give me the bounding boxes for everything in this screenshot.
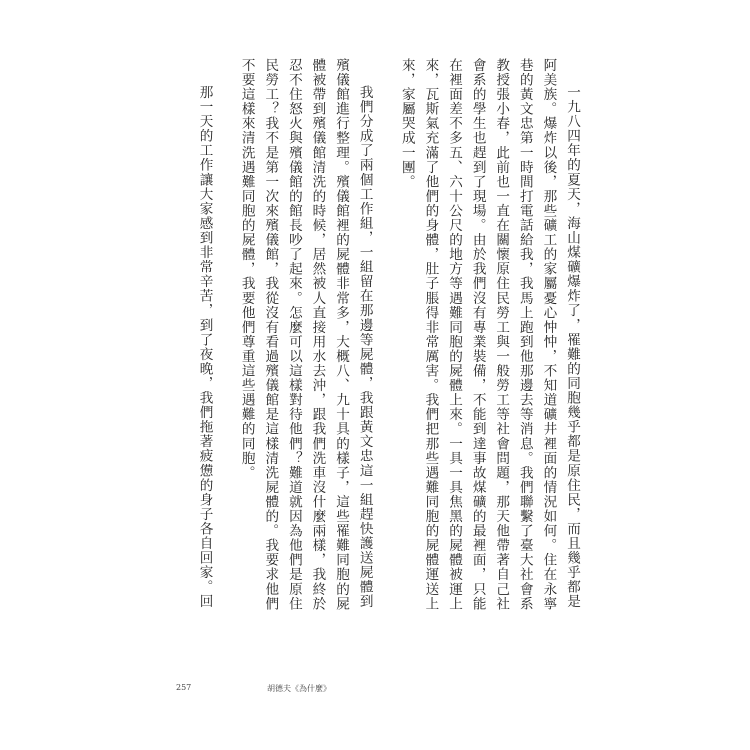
running-head: 胡德夫《為什麼》 — [267, 684, 331, 693]
text-column: 忍不住怒火與殯儀館的館長吵了起來。怎麼可以這樣對待他們？難道就因為他們是原住 — [285, 58, 302, 611]
text-column: 教授張小春，此前也一直在關懷原住民勞工與一般勞工等社會問題，那天他帶著自己社 — [493, 58, 510, 611]
text-column: 民勞工？我不是第一次來殯儀館，我從沒有看過殯儀館是這樣清洗屍體的。我要求他們 — [262, 58, 279, 611]
paragraph-gap — [379, 58, 391, 653]
text-column: 體被帶到殯儀館清洗的時候，居然被人直接用水去沖，跟我們洗車沒什麼兩樣，我終於 — [309, 58, 326, 611]
vertical-text-block — [168, 58, 580, 653]
text-column: 巷的黃文忠第一時間打電話給我，我馬上跑到他那邊去等消息。我們聯繫了臺大社會系 — [516, 58, 533, 611]
paragraph-gap — [219, 58, 231, 653]
text-column: 阿美族。爆炸以後，那些礦工的家屬憂心忡忡，不知道礦井裡面的情況如何。住在永寧 — [540, 58, 557, 611]
text-column: 來，家屬哭成一團。 — [398, 58, 415, 189]
text-column: 我們分成了兩個工作組，一組留在那邊等屍體，我跟黃文忠這一組趕快護送屍體到 — [356, 85, 373, 609]
text-column: 在裡面差不多五、六十公尺的地方等遇難同胞的屍體上來。一具一具焦黑的屍體被運上 — [446, 58, 463, 611]
text-column: 殯儀館進行整理。殯儀館裡的屍體非常多，大概八、九十具的樣子，這些罹難同胞的屍 — [333, 58, 350, 611]
text-column: 那一天的工作讓大家感到非常辛苦，到了夜晚，我們拖著疲憊的身子各自回家。回 — [196, 85, 213, 609]
text-column: 不要這樣來清洗遇難同胞的屍體，我要他們尊重這些遇難的同胞。 — [238, 58, 255, 480]
text-column: 一九八四年的夏天，海山煤礦爆炸了，罹難的同胞幾乎都是原住民，而且幾乎都是 — [564, 85, 580, 609]
text-column: 來，瓦斯氣充滿了他們的身體，肚子脹得非常厲害。我們把那些遇難同胞的屍體運送上 — [422, 58, 439, 611]
page-number: 257 — [176, 683, 192, 692]
text-column: 會系的學生也趕到了現場。由於我們沒有專業裝備，不能到達事故煤礦的最裡面，只能 — [469, 58, 486, 611]
